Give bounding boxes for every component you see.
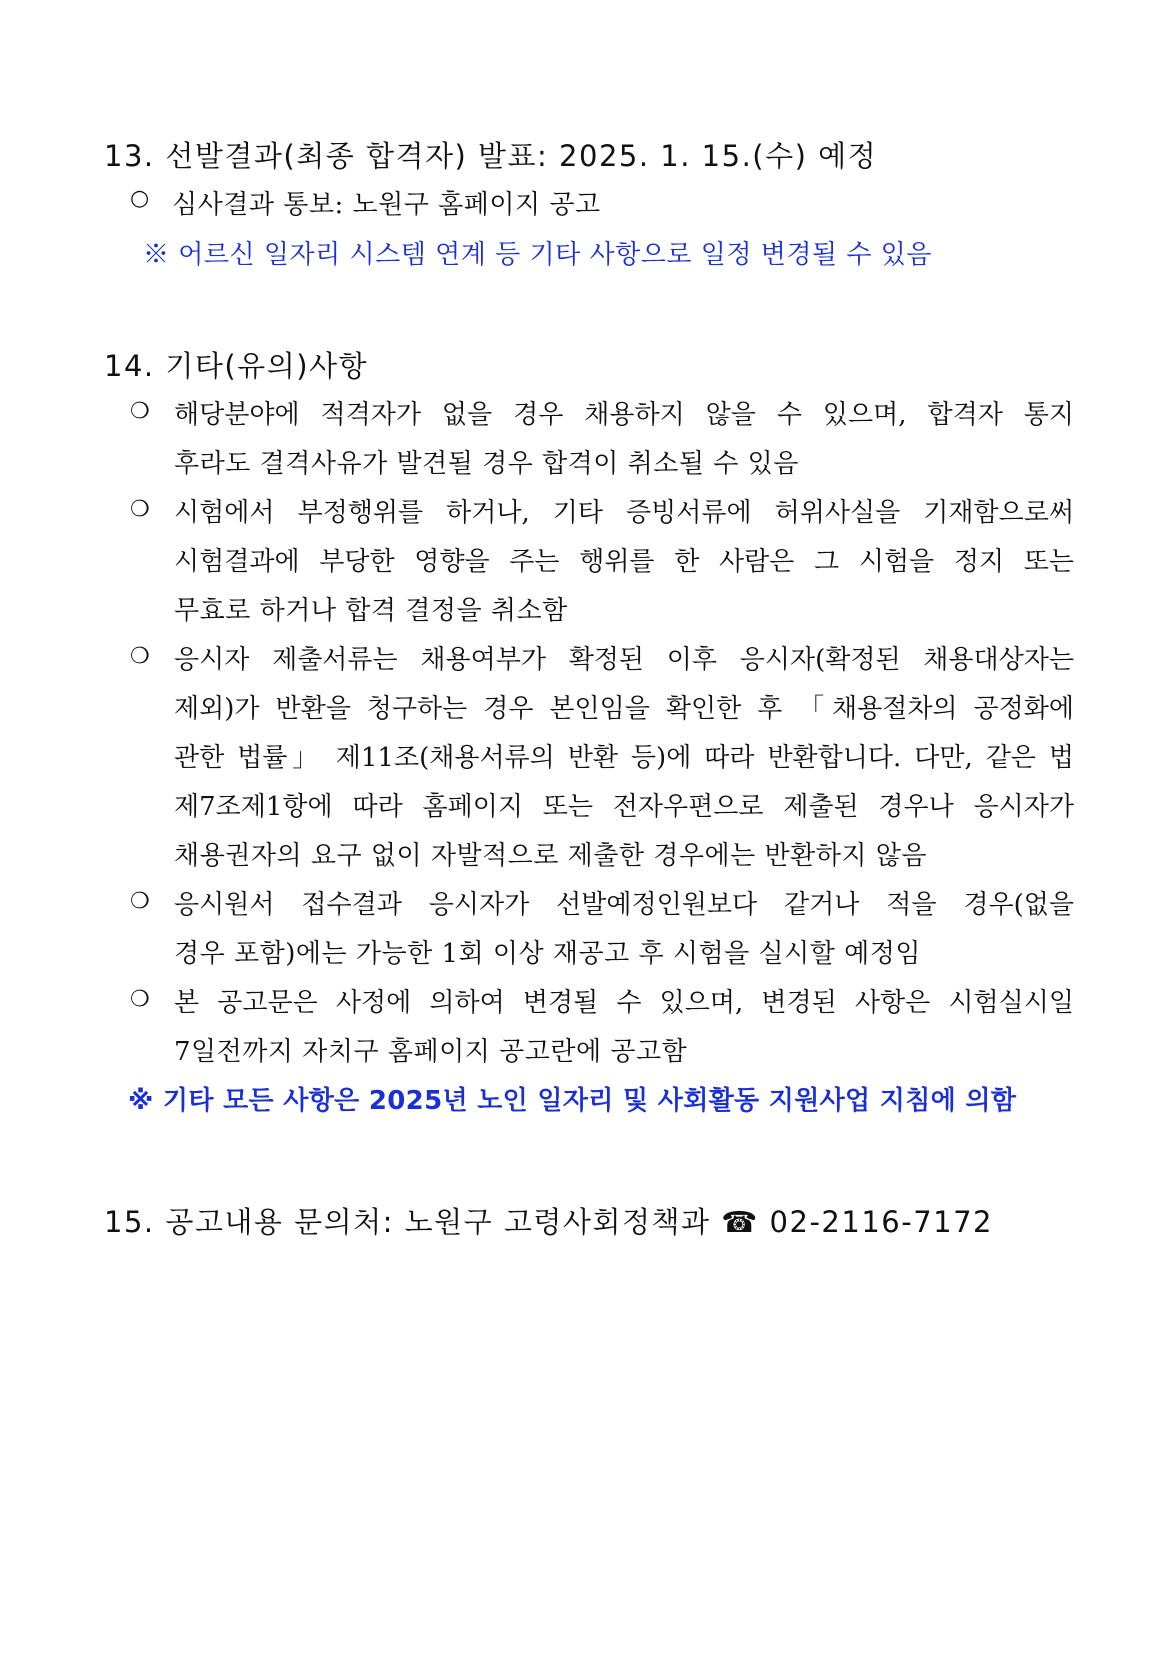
- section-14-item-4-bullet-icon: ❍: [130, 889, 150, 914]
- section-13-bullet-icon: ○: [130, 186, 150, 211]
- section-15-heading: 15. 공고내용 문의처: 노원구 고령사회정책과 ☎ 02-2116-7172: [104, 1205, 993, 1239]
- section-14-item-5-line-1: 본 공고문은 사정에 의하여 변경될 수 있으며, 변경된 사항은 시험실시일: [174, 988, 1074, 1018]
- section-14-item-2-line-1: 시험에서 부정행위를 하거나, 기타 증빙서류에 허위사실을 기재함으로써: [174, 498, 1074, 528]
- section-14-item-3-line-1: 응시자 제출서류는 채용여부가 확정된 이후 응시자(확정된 채용대상자는: [174, 645, 1074, 675]
- section-13-heading: 13. 선발결과(최종 합격자) 발표: 2025. 1. 15.(수) 예정: [104, 139, 878, 173]
- section-14-item-3-line-4: 제7조제1항에 따라 홈페이지 또는 전자우편으로 제출된 경우나 응시자가: [174, 792, 1074, 822]
- section-14-item-2-line-2: 시험결과에 부당한 영향을 주는 행위를 한 사람은 그 시험을 정지 또는: [174, 547, 1074, 577]
- section-14-item-3-line-2: 제외)가 반환을 청구하는 경우 본인임을 확인한 후 「채용절차의 공정화에: [174, 694, 1074, 724]
- section-14-heading: 14. 기타(유의)사항: [104, 349, 369, 383]
- section-14-item-5-bullet-icon: ❍: [130, 987, 150, 1012]
- section-14-item-4-line-1: 응시원서 접수결과 응시자가 선발예정인원보다 같거나 적을 경우(없을: [174, 890, 1074, 920]
- section-14-item-5-line-2: 7일전까지 자치구 홈페이지 공고란에 공고함: [174, 1037, 688, 1067]
- section-14-item-1-line-1: 해당분야에 적격자가 없을 경우 채용하지 않을 수 있으며, 합격자 통지: [174, 400, 1074, 430]
- section-14-item-2-line-3: 무효로 하거나 합격 결정을 취소함: [174, 596, 568, 626]
- section-14-item-1-line-2: 후라도 결격사유가 발견될 경우 합격이 취소될 수 있음: [174, 449, 799, 479]
- section-14-item-3-line-3: 관한 법률」 제11조(채용서류의 반환 등)에 따라 반환합니다. 다만, 같은 법: [174, 743, 1074, 773]
- section-14-item-2-bullet-icon: ❍: [130, 497, 150, 522]
- section-14-item-3-line-5: 채용권자의 요구 없이 자발적으로 제출한 경우에는 반환하지 않음: [174, 841, 927, 871]
- section-14-item-3-bullet-icon: ❍: [130, 644, 150, 669]
- section-13-note: ※ 어르신 일자리 시스템 연계 등 기타 사항으로 일정 변경될 수 있음: [143, 240, 932, 270]
- section-14-item-1-bullet-icon: ❍: [130, 399, 150, 424]
- section-14-item-4-line-2: 경우 포함)에는 가능한 1회 이상 재공고 후 시험을 실시할 예정임: [174, 939, 921, 969]
- section-13-item-text: 심사결과 통보: 노원구 홈페이지 공고: [172, 190, 601, 220]
- section-14-note: ※ 기타 모든 사항은 2025년 노인 일자리 및 사회활동 지원사업 지침에 의함: [128, 1086, 1017, 1116]
